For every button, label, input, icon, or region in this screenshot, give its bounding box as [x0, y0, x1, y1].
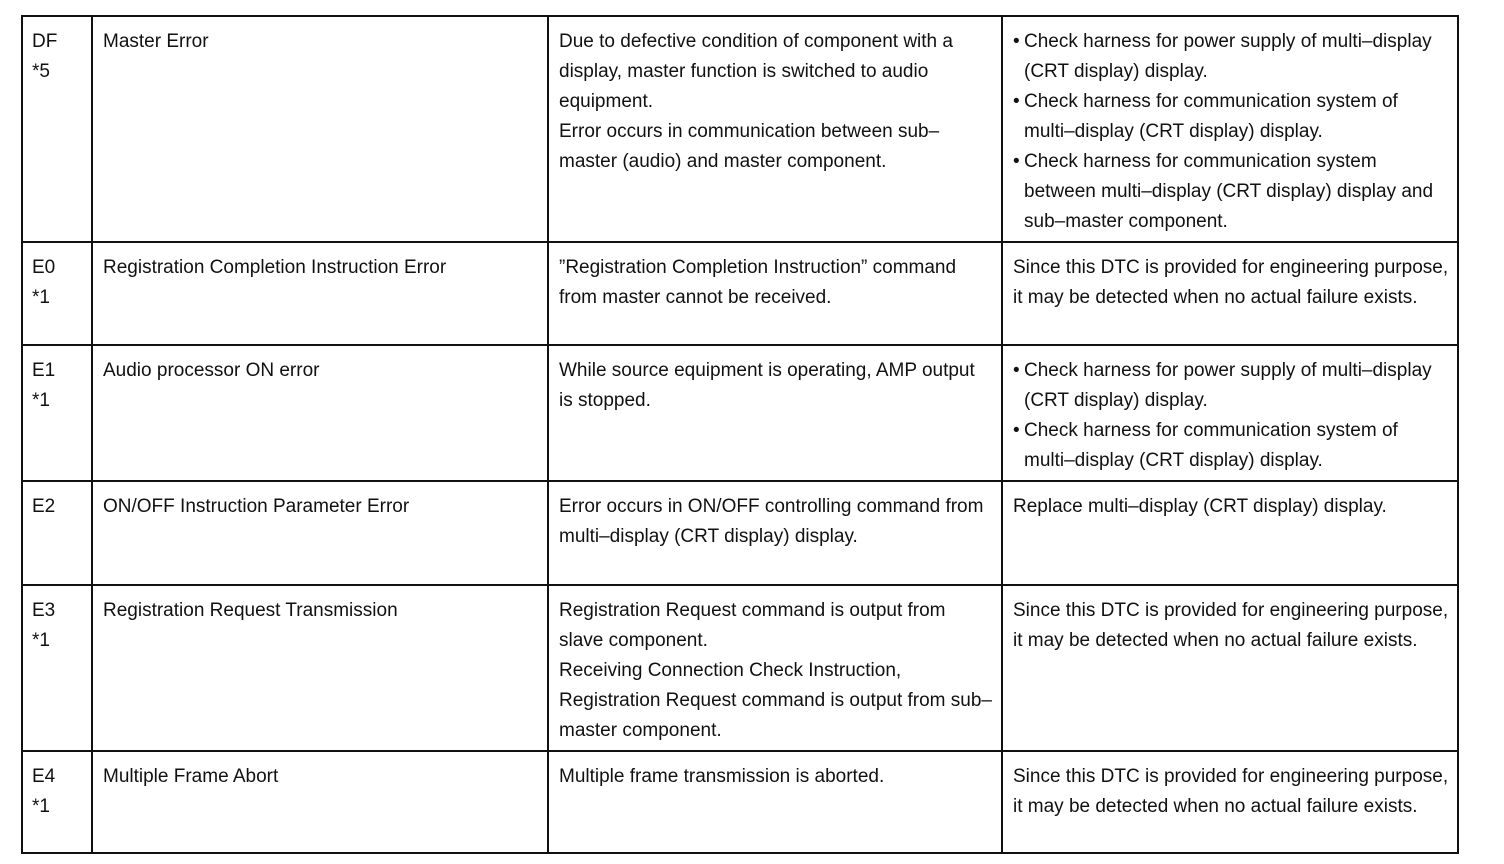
dtc-condition-cell: [548, 585, 1002, 751]
dtc-name: Registration Completion Instruction Error: [92, 242, 548, 345]
dtc-name: Audio processor ON error: [92, 345, 548, 481]
dtc-remedy-cell: [1002, 481, 1458, 585]
remedy-bullet: • Check harness for communication system of multi–display (CRT display) display.: [1013, 416, 1449, 476]
dtc-table: [21, 15, 1459, 854]
remedy-bullet-list: [1013, 356, 1449, 476]
dtc-footnote: *1: [32, 630, 50, 651]
dtc-footnote: *1: [32, 390, 50, 411]
dtc-condition: Registration Request command is output from slave component. Receiving Connection Check Instruction, Registration Request command is output from sub–master component.: [559, 600, 992, 741]
table-row: [22, 585, 1458, 751]
dtc-footnote: *5: [32, 61, 50, 82]
dtc-condition-cell: [548, 751, 1002, 853]
remedy-bullet-list: [1013, 27, 1449, 237]
dtc-code: DF: [32, 31, 58, 52]
dtc-name: ON/OFF Instruction Parameter Error: [92, 481, 548, 585]
dtc-code: E1: [32, 360, 56, 381]
dtc-code-cell: [22, 242, 92, 345]
dtc-remedy-cell: [1002, 751, 1458, 853]
dtc-condition: ”Registration Completion Instruction” command from master cannot be received.: [559, 257, 957, 308]
dtc-code-cell: [22, 751, 92, 853]
dtc-remedy: Since this DTC is provided for engineering purpose, it may be detected when no actual failure exists.: [1013, 766, 1449, 817]
table-row: [22, 16, 1458, 242]
dtc-remedy-cell: [1002, 585, 1458, 751]
dtc-condition: While source equipment is operating, AMP output is stopped.: [559, 360, 975, 411]
dtc-condition-cell: [548, 481, 1002, 585]
dtc-code-cell: [22, 585, 92, 751]
remedy-bullet: • Check harness for power supply of multi–display (CRT display) display.: [1013, 27, 1449, 87]
dtc-name: Registration Request Transmission: [92, 585, 548, 751]
remedy-bullet: • Check harness for communication system of multi–display (CRT display) display.: [1013, 87, 1449, 147]
dtc-code: E4: [32, 766, 56, 787]
dtc-remedy-cell: [1002, 242, 1458, 345]
dtc-condition-cell: [548, 345, 1002, 481]
dtc-condition: Multiple frame transmission is aborted.: [559, 766, 885, 787]
dtc-code: E2: [32, 496, 56, 517]
dtc-remedy-cell: [1002, 345, 1458, 481]
dtc-remedy-cell: [1002, 16, 1458, 242]
table-row: [22, 751, 1458, 853]
remedy-bullet: • Check harness for communication system between multi–display (CRT display) display and sub–master component.: [1013, 147, 1449, 237]
dtc-condition-cell: [548, 16, 1002, 242]
dtc-condition: Error occurs in ON/OFF controlling command from multi–display (CRT display) display.: [559, 496, 984, 547]
dtc-condition: Due to defective condition of component with a display, master function is switched to audio equipment. Error occurs in communication between sub–master (audio) and master component.: [559, 31, 953, 172]
dtc-remedy: Replace multi–display (CRT display) display.: [1013, 496, 1387, 517]
dtc-code: E3: [32, 600, 56, 621]
dtc-condition-cell: [548, 242, 1002, 345]
dtc-remedy: Since this DTC is provided for engineering purpose, it may be detected when no actual failure exists.: [1013, 600, 1449, 651]
dtc-footnote: *1: [32, 287, 50, 308]
remedy-bullet: • Check harness for power supply of multi–display (CRT display) display.: [1013, 356, 1449, 416]
dtc-footnote: *1: [32, 796, 50, 817]
dtc-name: Master Error: [92, 16, 548, 242]
dtc-code-cell: [22, 481, 92, 585]
table-row: [22, 242, 1458, 345]
dtc-code: E0: [32, 257, 56, 278]
dtc-remedy: Since this DTC is provided for engineering purpose, it may be detected when no actual failure exists.: [1013, 257, 1449, 308]
table-row: [22, 345, 1458, 481]
dtc-code-cell: [22, 345, 92, 481]
table-row: [22, 481, 1458, 585]
dtc-name: Multiple Frame Abort: [92, 751, 548, 853]
dtc-code-cell: [22, 16, 92, 242]
